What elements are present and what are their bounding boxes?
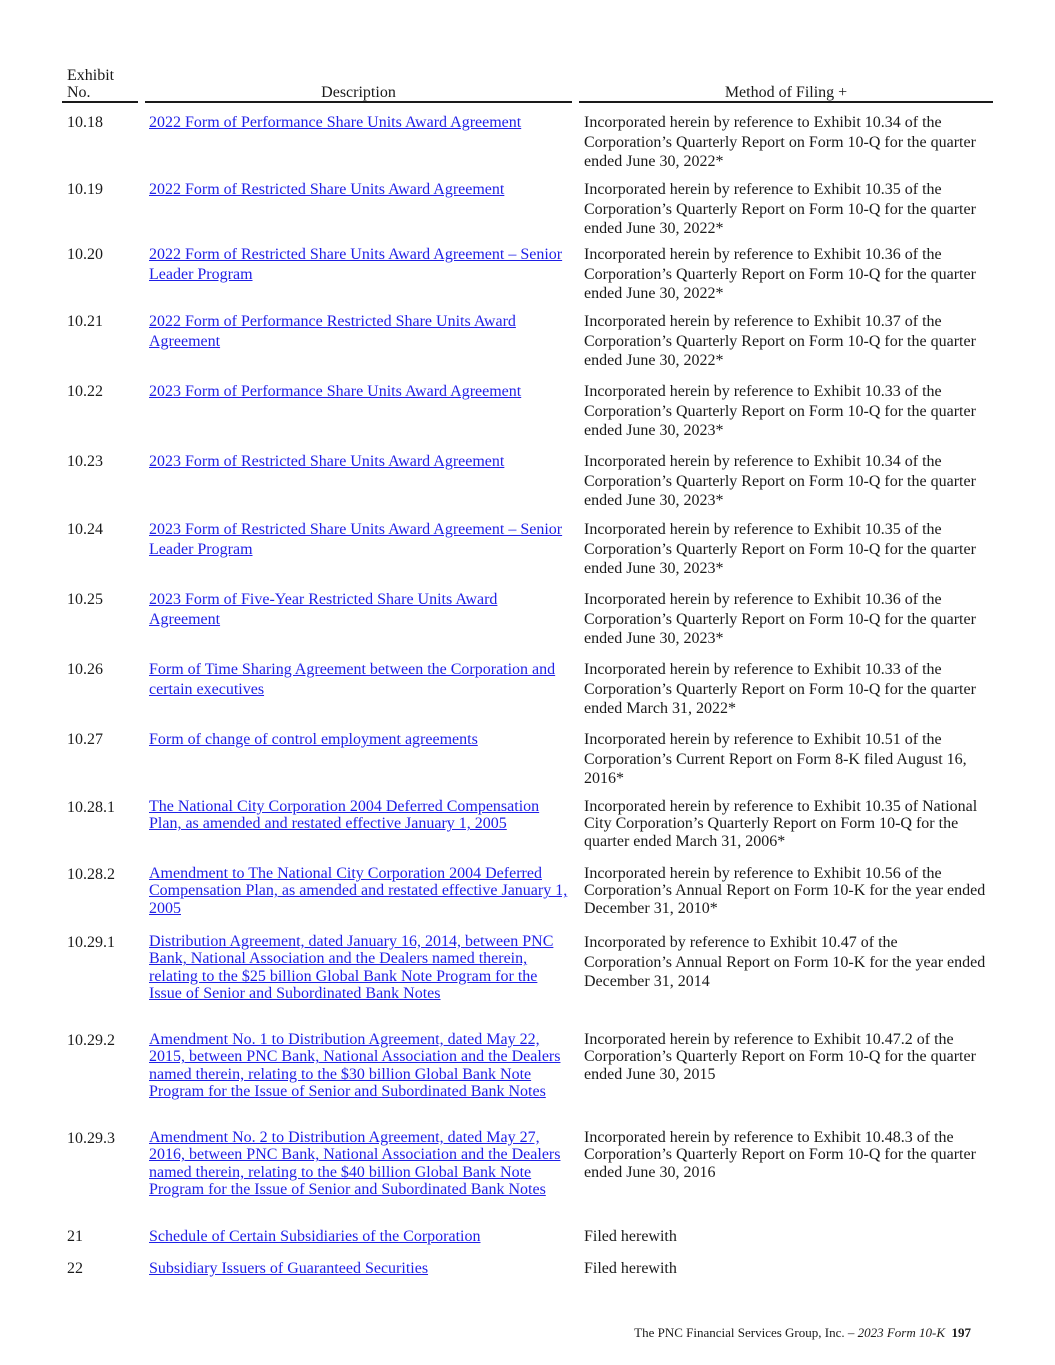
exhibit-link[interactable]: The National City Corporation 2004 Deferred Compensation Plan, as amended and restated effective January 1, 2005 [149,798,540,833]
filing-method: Incorporated herein by reference to Exhibit 10.51 of the Corporation’s Current Report on Form 8-K filed August 16, 2016* [584,731,967,787]
exhibit-link[interactable]: Amendment No. 1 to Distribution Agreement, dated May 22, 2015, between PNC Bank, National Association and the Dealers named therein, relating to the $30 billion Global Bank Note Program for the Issue of Senior and Subordinated Bank Notes [149,1031,561,1101]
exhibit-link[interactable]: 2023 Form of Restricted Share Units Award Agreement [149,453,505,470]
exhibit-number: 10.24 [67,521,103,538]
column-header-description: Description [145,67,572,103]
filing-method: Incorporated herein by reference to Exhibit 10.37 of the Corporation’s Quarterly Report on Form 10-Q for the quarter ended June 30, 2022* [584,313,976,369]
exhibit-number: 10.18 [67,114,103,131]
exhibit-link[interactable]: 2022 Form of Performance Restricted Share Units Award Agreement [149,313,516,350]
filing-method: Incorporated herein by reference to Exhibit 10.35 of the Corporation’s Quarterly Report on Form 10-Q for the quarter ended June 30, 2022* [584,181,976,237]
exhibit-description [149,113,569,133]
exhibit-number: 10.19 [67,181,103,198]
exhibit-description [149,1031,569,1101]
exhibit-number: 10.29.3 [67,1130,115,1147]
exhibit-link[interactable]: Amendment No. 2 to Distribution Agreement, dated May 27, 2016, between PNC Bank, National Association and the Dealers named therein, relating to the $40 billion Global Bank Note Program for the Issue of Senior and Subordinated Bank Notes [149,1129,561,1199]
exhibit-number: 10.29.2 [67,1032,115,1049]
exhibit-link[interactable]: Form of Time Sharing Agreement between the Corporation and certain executives [149,661,556,698]
exhibit-description [149,452,569,472]
exhibit-description [149,1227,569,1247]
exhibit-header-line2: No. [67,84,91,101]
exhibit-link[interactable]: Subsidiary Issuers of Guaranteed Securities [149,1260,429,1277]
exhibit-link[interactable]: 2022 Form of Restricted Share Units Award Agreement – Senior Leader Program [149,246,563,283]
filing-method: Incorporated herein by reference to Exhibit 10.48.3 of the Corporation’s Quarterly Report on Form 10-Q for the quarter ended June 30, 2016 [584,1129,976,1181]
filing-method: Incorporated herein by reference to Exhibit 10.47.2 of the Corporation’s Quarterly Report on Form 10-Q for the quarter ended June 30, 2015 [584,1031,976,1083]
filing-method: Filed herewith [584,1260,677,1277]
exhibit-link[interactable]: Distribution Agreement, dated January 16, 2014, between PNC Bank, National Association and the Dealers named therein, relating to the $25 billion Global Bank Note Program for the Issue of Senior and Subordinated Bank Notes [149,933,554,1003]
exhibit-number: 21 [67,1228,83,1245]
exhibit-number: 10.29.1 [67,934,115,951]
exhibit-description [149,1129,569,1199]
exhibit-description [149,312,569,351]
filing-method: Incorporated herein by reference to Exhibit 10.35 of the Corporation’s Quarterly Report on Form 10-Q for the quarter ended June 30, 2023* [584,521,976,577]
exhibit-link[interactable]: 2023 Form of Restricted Share Units Award Agreement – Senior Leader Program [149,521,563,558]
page-footer [634,1325,971,1341]
exhibit-link[interactable]: Form of change of control employment agreements [149,731,478,748]
filing-method: Incorporated herein by reference to Exhibit 10.36 of the Corporation’s Quarterly Report on Form 10-Q for the quarter ended June 30, 2022* [584,246,976,302]
exhibit-link[interactable]: 2022 Form of Performance Share Units Award Agreement [149,114,522,131]
exhibit-number: 10.23 [67,453,103,470]
exhibit-number: 10.20 [67,246,103,263]
filing-method: Incorporated herein by reference to Exhibit 10.34 of the Corporation’s Quarterly Report on Form 10-Q for the quarter ended June 30, 2022* [584,114,976,170]
exhibit-link[interactable]: Schedule of Certain Subsidiaries of the Corporation [149,1228,481,1245]
exhibit-link[interactable]: 2022 Form of Restricted Share Units Award Agreement [149,181,505,198]
exhibit-description [149,933,569,1003]
column-header-method: Method of Filing + [579,67,993,103]
exhibit-number: 10.25 [67,591,103,608]
exhibit-description [149,730,569,750]
exhibit-number: 10.28.1 [67,799,115,816]
exhibit-description [149,1259,569,1279]
table-header [62,67,993,105]
column-header-exhibit-no [62,67,138,103]
exhibit-number: 10.22 [67,383,103,400]
filing-method: Incorporated herein by reference to Exhibit 10.56 of the Corporation’s Annual Report on Form 10-K for the year ended December 31, 2010* [584,865,986,917]
exhibit-description [149,382,569,402]
filing-method: Incorporated herein by reference to Exhibit 10.36 of the Corporation’s Quarterly Report on Form 10-Q for the quarter ended June 30, 2023* [584,591,976,647]
exhibit-description [149,590,569,629]
filing-method: Incorporated herein by reference to Exhibit 10.33 of the Corporation’s Quarterly Report on Form 10-Q for the quarter ended June 30, 2023* [584,383,976,439]
exhibit-number: 10.21 [67,313,103,330]
exhibit-link[interactable]: 2023 Form of Five-Year Restricted Share Units Award Agreement [149,591,498,628]
filing-method: Incorporated by reference to Exhibit 10.47 of the Corporation’s Annual Report on Form 10-K for the year ended December 31, 2014 [584,934,986,990]
exhibit-number: 22 [67,1260,83,1277]
exhibit-description [149,660,569,699]
exhibit-description [149,865,569,917]
filing-method: Filed herewith [584,1228,677,1245]
exhibit-number: 10.26 [67,661,103,678]
exhibit-link[interactable]: Amendment to The National City Corporation 2004 Deferred Compensation Plan, as amended and restated effective January 1, 2005 [149,865,568,917]
filing-method: Incorporated herein by reference to Exhibit 10.34 of the Corporation’s Quarterly Report on Form 10-Q for the quarter ended June 30, 2023* [584,453,976,509]
exhibit-description [149,520,569,559]
footer-form: 2023 Form 10-K [857,1325,945,1340]
filing-method: Incorporated herein by reference to Exhibit 10.33 of the Corporation’s Quarterly Report on Form 10-Q for the quarter ended March 31, 2022* [584,661,976,717]
exhibit-number: 10.28.2 [67,866,115,883]
exhibit-link[interactable]: 2023 Form of Performance Share Units Award Agreement [149,383,522,400]
footer-company: The PNC Financial Services Group, Inc. – [634,1325,858,1340]
exhibit-description [149,180,569,200]
exhibit-description [149,245,569,284]
page-number: 197 [951,1325,971,1340]
exhibit-number: 10.27 [67,731,103,748]
exhibit-header-line1: Exhibit [67,67,115,84]
exhibit-description [149,798,569,833]
filing-method: Incorporated herein by reference to Exhibit 10.35 of National City Corporation’s Quarterly Report on Form 10-Q for the quarter ended March 31, 2006* [584,798,978,850]
